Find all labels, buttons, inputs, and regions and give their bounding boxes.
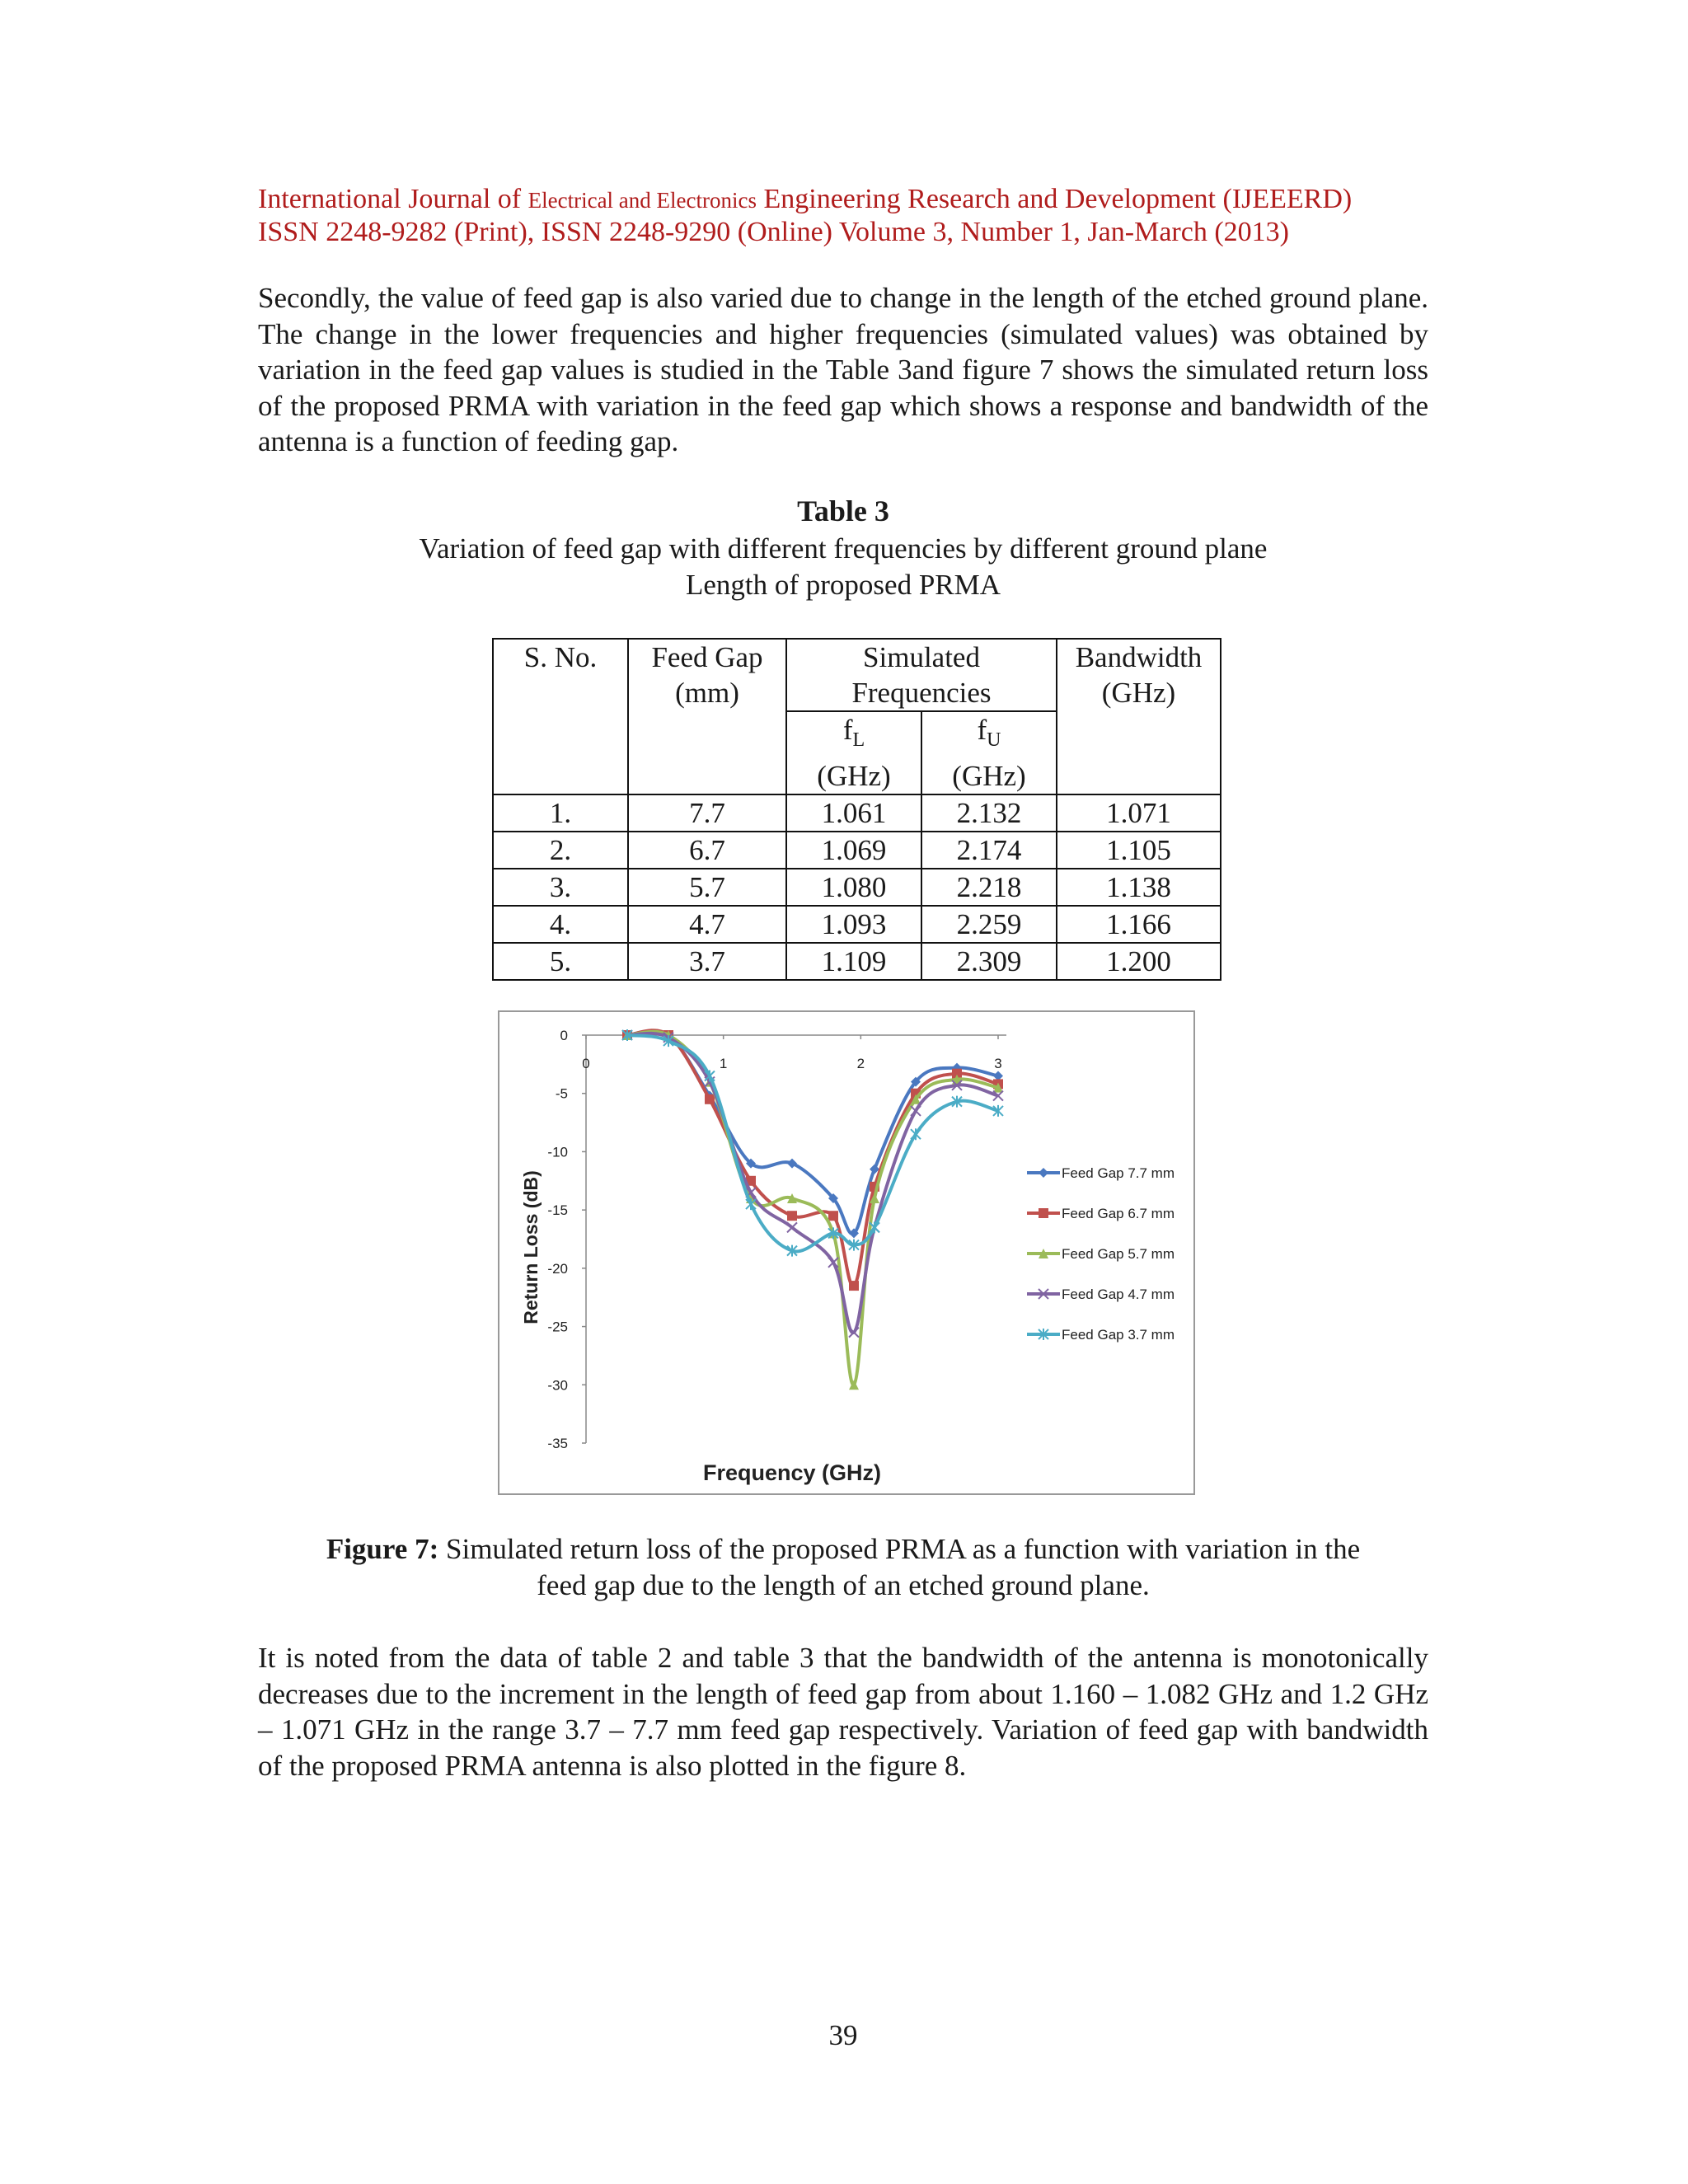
cell-sno: 2.	[493, 832, 628, 869]
header-fu-label: $f_U$	[977, 714, 1001, 751]
x-axis-label: Frequency (GHz)	[702, 1460, 882, 1485]
cell-fu: 2.132	[921, 794, 1057, 832]
closing-paragraph: It is noted from the data of table 2 and table 3 that the bandwidth of the antenna is monotonically decreases due to the increment in the length of feed gap from about 1.160 – 1.082 GHz and 1.2 GHz – 1.071 GHz in the range 3.7 – 7.7 mm feed gap respectively. Variation of feed gap with bandwidth of the proposed PRMA antenna is also plotted in the figure 8.	[258, 1642, 1428, 1782]
table-title: Table 3	[797, 494, 889, 527]
header-fl-sub: L	[852, 729, 865, 751]
table-row	[493, 832, 1221, 869]
data-point	[911, 1106, 921, 1116]
cell-fl: 1.093	[786, 906, 921, 943]
data-point	[787, 1222, 797, 1232]
x-tick-label: 1	[719, 1056, 728, 1071]
journal-title-part2: Engineering Research and Development (IJEEERD)	[756, 184, 1353, 214]
series-line-4	[627, 1033, 998, 1333]
header-fl-unit: (GHz)	[817, 760, 891, 792]
cell-sno: 4.	[493, 906, 628, 943]
intro-paragraph: Secondly, the value of feed gap is also varied due to change in the length of the etched ground plane. The change in the lower frequencies and higher frequencies (simulated values) was obtained by variation in the feed gap values is studied in the Table 3and figure 7 shows the simulated return loss of the proposed PRMA with variation in the feed gap which shows a response and bandwidth of the antenna is a function of feeding gap.	[258, 282, 1428, 457]
header-simulated	[786, 639, 1057, 711]
legend-label: Feed Gap 3.7 mm	[1062, 1327, 1175, 1343]
table-row	[493, 869, 1221, 906]
series-line-3	[627, 1032, 998, 1385]
y-tick-label: -15	[547, 1202, 568, 1219]
legend-marker	[1039, 1168, 1048, 1178]
header-fu-sub: U	[987, 729, 1001, 751]
legend-label: Feed Gap 5.7 mm	[1062, 1246, 1175, 1262]
cell-fu: 2.259	[921, 906, 1057, 943]
data-point	[911, 1128, 921, 1140]
series-line-1	[627, 1031, 998, 1235]
x-tick-label: 3	[994, 1056, 1002, 1071]
data-point	[787, 1211, 797, 1221]
data-point	[849, 1281, 859, 1291]
data-point	[705, 1094, 715, 1104]
page-number: 39	[828, 2019, 858, 2051]
cell-sno: 1.	[493, 794, 628, 832]
y-tick-label: 0	[560, 1028, 568, 1043]
legend-label: Feed Gap 7.7 mm	[1062, 1165, 1175, 1181]
table-row	[493, 794, 1221, 832]
cell-bandwidth: 1.105	[1057, 832, 1221, 869]
journal-title-part: International Journal of	[258, 184, 528, 214]
table-row	[493, 943, 1221, 980]
legend-label: Feed Gap 4.7 mm	[1062, 1286, 1175, 1302]
cell-bandwidth: 1.166	[1057, 906, 1221, 943]
header-fl	[786, 711, 921, 794]
legend-marker	[1039, 1208, 1048, 1218]
cell-feed-gap: 3.7	[628, 943, 786, 980]
journal-header-line1	[258, 183, 1445, 217]
y-axis-label: Return Loss (dB)	[520, 1170, 542, 1324]
return-loss-chart	[499, 1012, 1193, 1493]
figure-caption-line1	[258, 1531, 1428, 1568]
y-tick-label: -25	[547, 1319, 568, 1335]
figure-caption-line2: feed gap due to the length of an etched ground plane.	[537, 1569, 1150, 1601]
cell-sno: 5.	[493, 943, 628, 980]
figure-caption	[258, 1531, 1428, 1604]
x-tick-label: 2	[856, 1056, 865, 1071]
cell-fl: 1.069	[786, 832, 921, 869]
header-fl-label: $f_L$	[842, 714, 865, 751]
journal-header-line2: ISSN 2248-9282 (Print), ISSN 2248-9290 (Online) Volume 3, Number 1, Jan-March (2013)	[258, 217, 1289, 247]
y-tick-label: -35	[547, 1436, 568, 1451]
y-tick-label: -30	[547, 1377, 568, 1394]
figure-caption-text1: Simulated return loss of the proposed PRMA as a function with variation in the	[438, 1533, 1361, 1565]
header-simulated-text: Simulated Frequencies	[851, 641, 992, 709]
figure-7-frame	[498, 1010, 1195, 1495]
header-fu	[921, 711, 1057, 794]
cell-bandwidth: 1.071	[1057, 794, 1221, 832]
cell-bandwidth: 1.200	[1057, 943, 1221, 980]
header-fu-unit: (GHz)	[952, 760, 1026, 792]
cell-feed-gap: 4.7	[628, 906, 786, 943]
journal-title-small: Electrical and Electronics	[528, 188, 757, 213]
cell-fl: 1.109	[786, 943, 921, 980]
cell-fu: 2.309	[921, 943, 1057, 980]
table-caption-line1: Variation of feed gap with different frequencies by different ground plane	[419, 532, 1268, 565]
y-tick-label: -10	[547, 1144, 568, 1160]
data-point	[828, 1211, 838, 1221]
cell-sno: 3.	[493, 869, 628, 906]
cell-fl: 1.080	[786, 869, 921, 906]
cell-feed-gap: 6.7	[628, 832, 786, 869]
y-tick-label: -20	[547, 1260, 568, 1277]
cell-feed-gap: 7.7	[628, 794, 786, 832]
header-feed-gap: Feed Gap (mm)	[628, 639, 786, 794]
legend-label: Feed Gap 6.7 mm	[1062, 1206, 1175, 1221]
header-bandwidth	[1057, 639, 1221, 794]
cell-fl: 1.061	[786, 794, 921, 832]
table-caption-line2: Length of proposed PRMA	[685, 569, 1001, 601]
x-tick-label: 0	[582, 1056, 590, 1071]
cell-fu: 2.174	[921, 832, 1057, 869]
cell-bandwidth: 1.138	[1057, 869, 1221, 906]
cell-fu: 2.218	[921, 869, 1057, 906]
table-3	[492, 638, 1221, 981]
cell-feed-gap: 5.7	[628, 869, 786, 906]
table-caption	[258, 531, 1428, 603]
y-tick-label: -5	[555, 1085, 568, 1102]
table-row	[493, 906, 1221, 943]
header-sno: S. No.	[493, 639, 628, 794]
header-bandwidth-text: Bandwidth (GHz)	[1075, 641, 1203, 709]
figure-label: Figure 7:	[326, 1533, 439, 1565]
